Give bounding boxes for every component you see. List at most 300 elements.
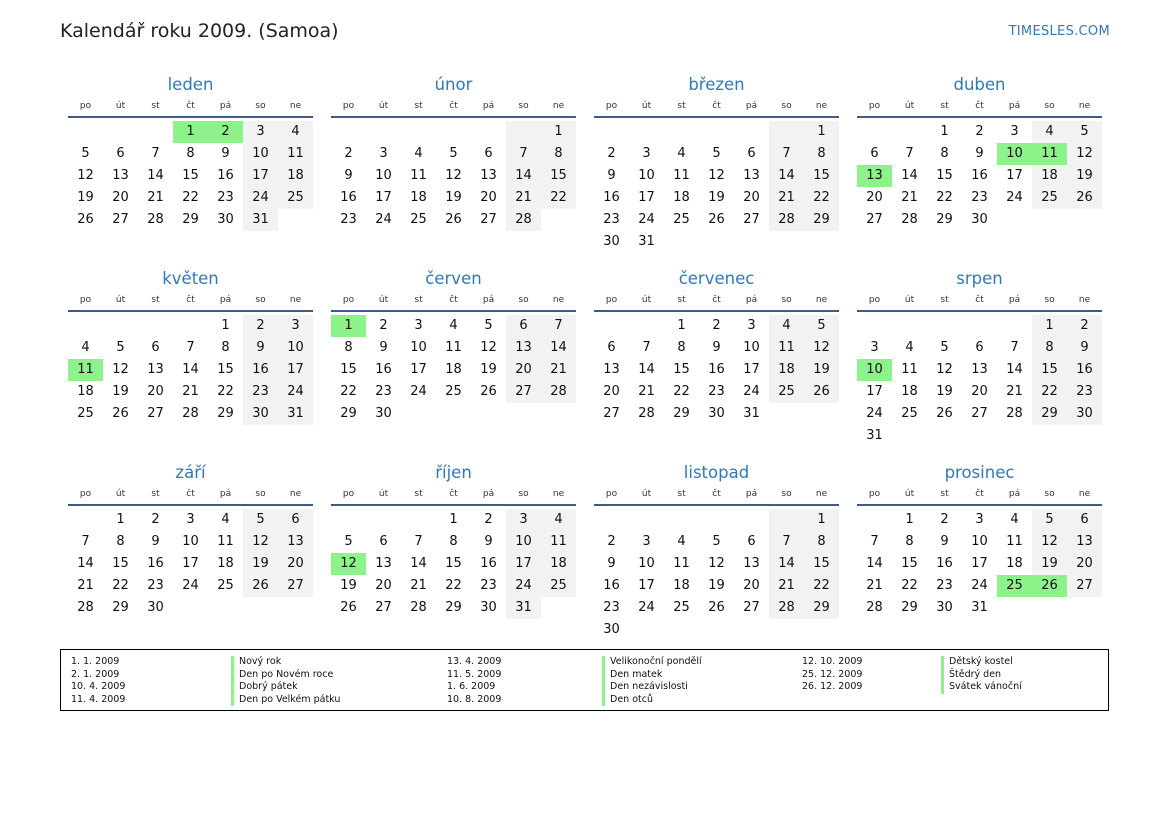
holiday-day-cell: 10 [997, 143, 1032, 165]
day-cell: 24 [638, 600, 655, 615]
holiday-day-cell: 25 [997, 575, 1032, 597]
day-cell: 2 [607, 146, 616, 161]
month-name: duben [953, 75, 1006, 94]
legend-names-column [602, 656, 702, 706]
day-cell: 31 [278, 403, 313, 425]
day-cell: 2 [975, 124, 984, 139]
day-cell: 28 [1006, 406, 1023, 421]
day-cell: 26 [708, 212, 725, 227]
day-cell: 14 [182, 362, 199, 377]
month-duben [857, 72, 1102, 266]
day-cell: 28 [769, 597, 804, 619]
day-cell: 1 [905, 512, 914, 527]
day-cell: 7 [870, 534, 879, 549]
empty-day-cell [997, 597, 1032, 619]
weekday-label: čt [712, 488, 721, 499]
empty-day-cell [857, 315, 892, 337]
day-cell: 19 [480, 362, 497, 377]
weekday-label: čt [186, 294, 195, 305]
day-cell: 3 [642, 146, 651, 161]
empty-day-cell [173, 597, 208, 619]
day-cell: 4 [769, 315, 804, 337]
empty-day-cell [401, 509, 436, 531]
day-cell: 31 [506, 597, 541, 619]
day-cell: 25 [445, 384, 462, 399]
day-cell: 20 [1067, 553, 1102, 575]
month-prosinec [857, 460, 1102, 654]
day-cell: 18 [673, 190, 690, 205]
day-cell: 13 [1067, 531, 1102, 553]
weekday-label: út [378, 488, 389, 499]
day-cell: 6 [607, 340, 616, 355]
month-name: červenec [678, 269, 755, 288]
day-cell: 26 [445, 212, 462, 227]
day-grid [857, 121, 1102, 231]
day-cell: 20 [603, 384, 620, 399]
weekday-label: pá [1008, 294, 1021, 305]
day-cell: 19 [708, 578, 725, 593]
day-cell: 25 [278, 187, 313, 209]
day-cell: 20 [506, 359, 541, 381]
weekday-label: ne [552, 100, 565, 111]
empty-day-cell [997, 209, 1032, 231]
weekday-label: čt [449, 100, 458, 111]
day-cell: 1 [804, 509, 839, 531]
weekday-label: st [151, 488, 160, 499]
day-cell: 16 [375, 362, 392, 377]
month-červen [331, 266, 576, 460]
weekday-label: po [868, 488, 881, 499]
day-cell: 10 [243, 143, 278, 165]
day-cell: 17 [638, 578, 655, 593]
day-cell: 10 [743, 340, 760, 355]
day-cell: 18 [541, 553, 576, 575]
empty-day-cell [278, 209, 313, 231]
day-cell: 3 [414, 318, 423, 333]
empty-day-cell [278, 597, 313, 619]
empty-day-cell [1067, 209, 1102, 231]
day-cell: 11 [445, 340, 462, 355]
day-cell: 5 [712, 146, 721, 161]
day-cell: 1 [677, 318, 686, 333]
month-name: listopad [683, 463, 750, 482]
day-grid [594, 315, 839, 425]
weekday-label: čt [975, 488, 984, 499]
empty-day-cell [331, 509, 366, 531]
day-cell: 23 [971, 190, 988, 205]
holiday-day-cell: 12 [331, 553, 366, 575]
empty-day-cell [401, 403, 436, 425]
day-cell: 25 [217, 578, 234, 593]
day-cell: 21 [638, 384, 655, 399]
holiday-day-cell: 11 [68, 359, 103, 381]
month-name: únor [434, 75, 473, 94]
day-cell: 26 [112, 406, 129, 421]
day-cell: 23 [603, 212, 620, 227]
empty-day-cell [664, 619, 699, 641]
day-cell: 9 [221, 146, 230, 161]
day-cell: 20 [278, 553, 313, 575]
empty-day-cell [471, 121, 506, 143]
day-cell: 18 [77, 384, 94, 399]
day-cell: 2 [151, 512, 160, 527]
weekday-label: út [115, 488, 126, 499]
day-cell: 19 [804, 359, 839, 381]
day-cell: 2 [243, 315, 278, 337]
weekday-label: st [940, 488, 949, 499]
legend-holiday-name: Den po Velkém pátku [231, 694, 340, 707]
day-cell: 2 [344, 146, 353, 161]
day-cell: 23 [708, 384, 725, 399]
day-cell: 14 [506, 165, 541, 187]
day-cell: 8 [677, 340, 686, 355]
day-cell: 21 [769, 575, 804, 597]
day-cell: 15 [541, 165, 576, 187]
empty-day-cell [927, 315, 962, 337]
day-cell: 19 [77, 190, 94, 205]
day-cell: 5 [449, 146, 458, 161]
day-cell: 26 [77, 212, 94, 227]
day-cell: 1 [116, 512, 125, 527]
day-grid [594, 509, 839, 641]
day-cell: 5 [484, 318, 493, 333]
day-cell: 13 [506, 337, 541, 359]
day-cell: 8 [541, 143, 576, 165]
day-cell: 30 [603, 622, 620, 637]
empty-day-cell [699, 509, 734, 531]
day-cell: 28 [769, 209, 804, 231]
weekday-label: st [677, 100, 686, 111]
legend-date: 2. 1. 2009 [71, 668, 120, 680]
day-cell: 9 [975, 146, 984, 161]
weekday-label: po [605, 100, 618, 111]
day-cell: 28 [866, 600, 883, 615]
day-cell: 4 [677, 534, 686, 549]
day-cell: 19 [1032, 553, 1067, 575]
day-cell: 17 [743, 362, 760, 377]
empty-day-cell [734, 121, 769, 143]
legend-date: 25. 12. 2009 [802, 668, 863, 680]
weekday-label: po [342, 294, 355, 305]
empty-day-cell [1032, 597, 1067, 619]
day-cell: 23 [217, 190, 234, 205]
month-name: prosinec [944, 463, 1015, 482]
empty-day-cell [1067, 425, 1102, 447]
empty-day-cell [1032, 425, 1067, 447]
day-cell: 25 [1032, 187, 1067, 209]
weekday-label: st [677, 488, 686, 499]
empty-day-cell [366, 121, 401, 143]
day-cell: 27 [603, 406, 620, 421]
legend-holiday-name: Nový rok [231, 656, 340, 669]
month-květen [68, 266, 313, 460]
weekday-label: so [518, 100, 529, 111]
day-cell: 20 [743, 190, 760, 205]
day-cell: 23 [603, 600, 620, 615]
empty-day-cell [804, 403, 839, 425]
day-cell: 27 [112, 212, 129, 227]
legend-holiday-name: Den nezávislosti [602, 681, 702, 694]
day-cell: 6 [975, 340, 984, 355]
day-cell: 26 [708, 600, 725, 615]
legend-holiday-name: Svátek vánoční [941, 681, 1022, 694]
day-cell: 4 [221, 512, 230, 527]
day-cell: 26 [1067, 187, 1102, 209]
weekday-header [331, 98, 576, 118]
day-cell: 17 [278, 359, 313, 381]
day-cell: 17 [243, 165, 278, 187]
day-cell: 9 [1067, 337, 1102, 359]
day-cell: 1 [541, 121, 576, 143]
weekday-label: pá [219, 488, 232, 499]
day-cell: 18 [445, 362, 462, 377]
empty-day-cell [734, 619, 769, 641]
day-cell: 1 [804, 121, 839, 143]
day-cell: 5 [712, 534, 721, 549]
day-cell: 17 [638, 190, 655, 205]
day-cell: 19 [445, 190, 462, 205]
day-cell: 4 [541, 509, 576, 531]
day-cell: 21 [506, 187, 541, 209]
day-cell: 12 [708, 556, 725, 571]
empty-day-cell [629, 121, 664, 143]
day-cell: 1 [449, 512, 458, 527]
weekday-label: út [904, 294, 915, 305]
page-title: Kalendář roku 2009. (Samoa) [60, 20, 339, 42]
day-cell: 15 [182, 168, 199, 183]
weekday-label: ne [815, 488, 828, 499]
day-cell: 6 [116, 146, 125, 161]
day-cell: 4 [1032, 121, 1067, 143]
day-cell: 14 [769, 553, 804, 575]
day-grid [594, 121, 839, 253]
weekday-label: po [79, 488, 92, 499]
empty-day-cell [208, 597, 243, 619]
day-cell: 27 [147, 406, 164, 421]
empty-day-cell [506, 403, 541, 425]
day-cell: 16 [936, 556, 953, 571]
day-cell: 24 [638, 212, 655, 227]
legend-holiday-name: Štědrý den [941, 669, 1022, 682]
holiday-day-cell: 2 [208, 121, 243, 143]
weekday-header [68, 292, 313, 312]
day-cell: 7 [769, 143, 804, 165]
weekday-label: pá [482, 294, 495, 305]
day-cell: 24 [243, 187, 278, 209]
day-cell: 13 [375, 556, 392, 571]
day-cell: 12 [936, 362, 953, 377]
weekday-label: ne [552, 294, 565, 305]
day-cell: 15 [804, 165, 839, 187]
day-cell: 30 [971, 212, 988, 227]
day-cell: 14 [769, 165, 804, 187]
day-cell: 12 [77, 168, 94, 183]
day-cell: 2 [607, 534, 616, 549]
weekday-label: so [781, 488, 792, 499]
day-cell: 18 [217, 556, 234, 571]
day-cell: 9 [344, 168, 353, 183]
empty-day-cell [962, 425, 997, 447]
empty-day-cell [804, 231, 839, 253]
day-cell: 21 [77, 578, 94, 593]
legend-holiday-name: Dobrý pátek [231, 681, 340, 694]
weekday-label: pá [745, 488, 758, 499]
legend-date: 12. 10. 2009 [802, 656, 863, 667]
empty-day-cell [68, 509, 103, 531]
weekday-label: ne [289, 294, 302, 305]
day-cell: 7 [905, 146, 914, 161]
day-cell: 10 [638, 168, 655, 183]
day-cell: 9 [379, 340, 388, 355]
day-cell: 20 [866, 190, 883, 205]
day-cell: 15 [901, 556, 918, 571]
day-cell: 14 [901, 168, 918, 183]
empty-day-cell [857, 121, 892, 143]
empty-day-cell [857, 509, 892, 531]
day-cell: 28 [147, 212, 164, 227]
day-cell: 12 [1032, 531, 1067, 553]
weekday-label: st [677, 294, 686, 305]
empty-day-cell [769, 403, 804, 425]
day-cell: 7 [81, 534, 90, 549]
weekday-header [594, 292, 839, 312]
weekday-label: so [518, 488, 529, 499]
weekday-label: čt [975, 100, 984, 111]
empty-day-cell [997, 315, 1032, 337]
empty-day-cell [699, 121, 734, 143]
day-cell: 26 [804, 381, 839, 403]
day-cell: 22 [936, 190, 953, 205]
day-cell: 13 [743, 168, 760, 183]
day-cell: 6 [747, 534, 756, 549]
day-cell: 13 [480, 168, 497, 183]
empty-day-cell [664, 231, 699, 253]
month-říjen [331, 460, 576, 654]
day-cell: 2 [484, 512, 493, 527]
weekday-label: pá [745, 294, 758, 305]
day-cell: 27 [278, 575, 313, 597]
day-cell: 11 [1006, 534, 1023, 549]
month-únor [331, 72, 576, 266]
day-cell: 23 [936, 578, 953, 593]
empty-day-cell [769, 121, 804, 143]
day-grid [68, 121, 313, 231]
day-cell: 13 [147, 362, 164, 377]
month-name: květen [162, 269, 219, 288]
empty-day-cell [769, 231, 804, 253]
day-cell: 11 [901, 362, 918, 377]
day-cell: 24 [866, 406, 883, 421]
day-cell: 8 [940, 146, 949, 161]
day-cell: 12 [1067, 143, 1102, 165]
day-cell: 1 [1032, 315, 1067, 337]
day-cell: 22 [901, 578, 918, 593]
holiday-day-cell: 26 [1032, 575, 1067, 597]
months-grid [68, 72, 1102, 654]
day-cell: 27 [971, 406, 988, 421]
weekday-label: so [255, 100, 266, 111]
weekday-label: út [378, 294, 389, 305]
legend-holiday-name: Velikonoční pondělí [602, 656, 702, 669]
legend-date: 11. 4. 2009 [71, 693, 126, 705]
day-cell: 14 [638, 362, 655, 377]
day-cell: 21 [182, 384, 199, 399]
day-cell: 9 [484, 534, 493, 549]
day-cell: 16 [1067, 359, 1102, 381]
weekday-label: čt [449, 488, 458, 499]
day-cell: 20 [375, 578, 392, 593]
day-cell: 3 [243, 121, 278, 143]
empty-day-cell [138, 121, 173, 143]
day-cell: 24 [278, 381, 313, 403]
day-cell: 7 [769, 531, 804, 553]
empty-day-cell [594, 121, 629, 143]
month-září [68, 460, 313, 654]
day-cell: 14 [541, 337, 576, 359]
holiday-day-cell: 11 [1032, 143, 1067, 165]
day-cell: 8 [221, 340, 230, 355]
weekday-label: pá [1008, 488, 1021, 499]
month-name: srpen [956, 269, 1003, 288]
weekday-label: ne [1078, 294, 1091, 305]
day-cell: 18 [1032, 165, 1067, 187]
day-cell: 30 [243, 403, 278, 425]
day-cell: 20 [743, 578, 760, 593]
day-cell: 28 [182, 406, 199, 421]
holiday-legend [60, 649, 1109, 711]
empty-day-cell [68, 315, 103, 337]
site-link[interactable]: TIMESLES.COM [1008, 24, 1110, 39]
day-cell: 7 [642, 340, 651, 355]
day-cell: 17 [1006, 168, 1023, 183]
legend-date: 10. 8. 2009 [447, 693, 502, 705]
empty-day-cell [734, 509, 769, 531]
day-cell: 17 [182, 556, 199, 571]
legend-holiday-name: Den po Novém roce [231, 669, 340, 682]
day-cell: 16 [340, 190, 357, 205]
day-cell: 1 [940, 124, 949, 139]
weekday-label: st [414, 294, 423, 305]
day-cell: 15 [673, 362, 690, 377]
day-cell: 31 [971, 600, 988, 615]
legend-date: 11. 5. 2009 [447, 668, 502, 680]
day-cell: 23 [375, 384, 392, 399]
day-cell: 31 [638, 234, 655, 249]
day-cell: 27 [506, 381, 541, 403]
day-cell: 22 [112, 578, 129, 593]
day-cell: 25 [77, 406, 94, 421]
day-cell: 22 [804, 575, 839, 597]
weekday-header [331, 292, 576, 312]
day-cell: 14 [866, 556, 883, 571]
weekday-label: čt [712, 100, 721, 111]
day-cell: 5 [344, 534, 353, 549]
day-cell: 18 [278, 165, 313, 187]
day-cell: 26 [936, 406, 953, 421]
day-cell: 30 [480, 600, 497, 615]
legend-dates-column [802, 656, 862, 694]
day-cell: 31 [243, 209, 278, 231]
day-cell: 4 [414, 146, 423, 161]
legend-dates-column [447, 656, 501, 706]
day-cell: 22 [1032, 381, 1067, 403]
day-cell: 4 [905, 340, 914, 355]
empty-day-cell [734, 231, 769, 253]
day-cell: 15 [936, 168, 953, 183]
day-cell: 27 [866, 212, 883, 227]
legend-holiday-name: Den otců [602, 694, 702, 707]
day-cell: 20 [480, 190, 497, 205]
